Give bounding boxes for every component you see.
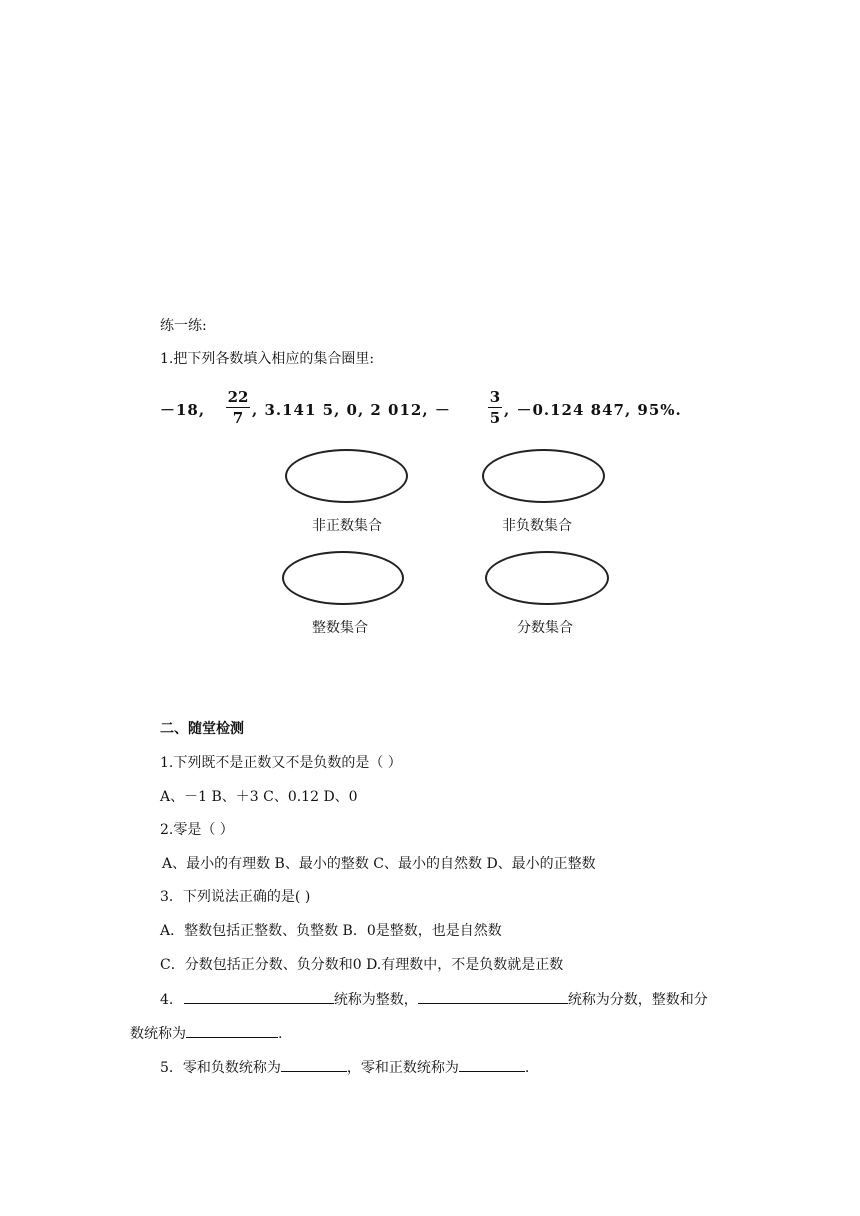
q5-blank-2[interactable] bbox=[459, 1058, 525, 1072]
check-question-3-options-cd: C．分数包括正分数、负分数和0 D.有理数中，不是负数就是正数 bbox=[160, 957, 564, 973]
section-heading-check: 二、随堂检测 bbox=[160, 721, 244, 737]
check-question-1-options: A、－1 B、＋3 C、0.12 D、0 bbox=[160, 789, 358, 805]
set-label-integer: 整数集合 bbox=[312, 620, 368, 636]
set-ellipse-nonnegative bbox=[482, 449, 605, 503]
fraction-denominator: 5 bbox=[489, 409, 501, 427]
set-ellipse-integer bbox=[282, 551, 404, 605]
q5-text-1: 5．零和负数统称为 bbox=[160, 1060, 281, 1076]
set-label-nonnegative: 非负数集合 bbox=[502, 518, 572, 534]
q4-blank-1[interactable] bbox=[184, 990, 334, 1004]
check-question-2: 2.零是（ ） bbox=[160, 822, 234, 838]
fraction-22-7 bbox=[226, 389, 250, 426]
q4-blank-3[interactable] bbox=[186, 1024, 278, 1038]
q4-blank-2[interactable] bbox=[418, 990, 568, 1004]
fraction-3-5 bbox=[488, 389, 502, 426]
check-question-1: 1.下列既不是正数又不是负数的是（ ） bbox=[160, 755, 402, 771]
q4-text-1: 统称为整数， bbox=[333, 992, 418, 1008]
q4-end: . bbox=[278, 1026, 283, 1042]
check-question-3-options-ab: A．整数包括正整数、负整数 B．0是整数，也是自然数 bbox=[160, 923, 502, 939]
seq-items-middle: , 3.141 5, 0, 2 012, － bbox=[252, 401, 451, 419]
fraction-bar bbox=[488, 407, 502, 408]
check-question-2-options: A、最小的有理数 B、最小的整数 C、最小的自然数 D、最小的正整数 bbox=[162, 856, 596, 872]
set-label-nonpositive: 非正数集合 bbox=[312, 518, 382, 534]
check-question-4-line2 bbox=[130, 1024, 282, 1043]
set-ellipse-nonpositive bbox=[285, 449, 408, 503]
seq-item-neg18: －18, bbox=[160, 401, 206, 419]
practice-question-1: 1.把下列各数填入相应的集合圈里: bbox=[160, 351, 375, 367]
fraction-denominator: 7 bbox=[232, 409, 244, 427]
q5-blank-1[interactable] bbox=[281, 1058, 347, 1072]
check-question-4-line1 bbox=[160, 990, 708, 1009]
fraction-bar bbox=[226, 407, 250, 408]
q4-text-2: 统称为分数，整数和分 bbox=[567, 992, 708, 1008]
fraction-numerator: 3 bbox=[489, 388, 501, 406]
set-label-fraction: 分数集合 bbox=[517, 620, 573, 636]
q4-text-3: 数统称为 bbox=[130, 1026, 186, 1042]
check-question-3: 3．下列说法正确的是( ) bbox=[160, 889, 311, 905]
q5-end: . bbox=[524, 1060, 530, 1076]
check-question-5 bbox=[160, 1058, 529, 1077]
set-ellipse-fraction bbox=[485, 551, 609, 605]
q4-number: 4. bbox=[160, 992, 174, 1008]
q5-text-2: ，零和正数统称为 bbox=[346, 1060, 459, 1076]
practice-heading: 练一练: bbox=[160, 318, 207, 334]
seq-items-tail: , －0.124 847, 95%. bbox=[504, 401, 682, 419]
fraction-numerator: 22 bbox=[227, 388, 249, 406]
